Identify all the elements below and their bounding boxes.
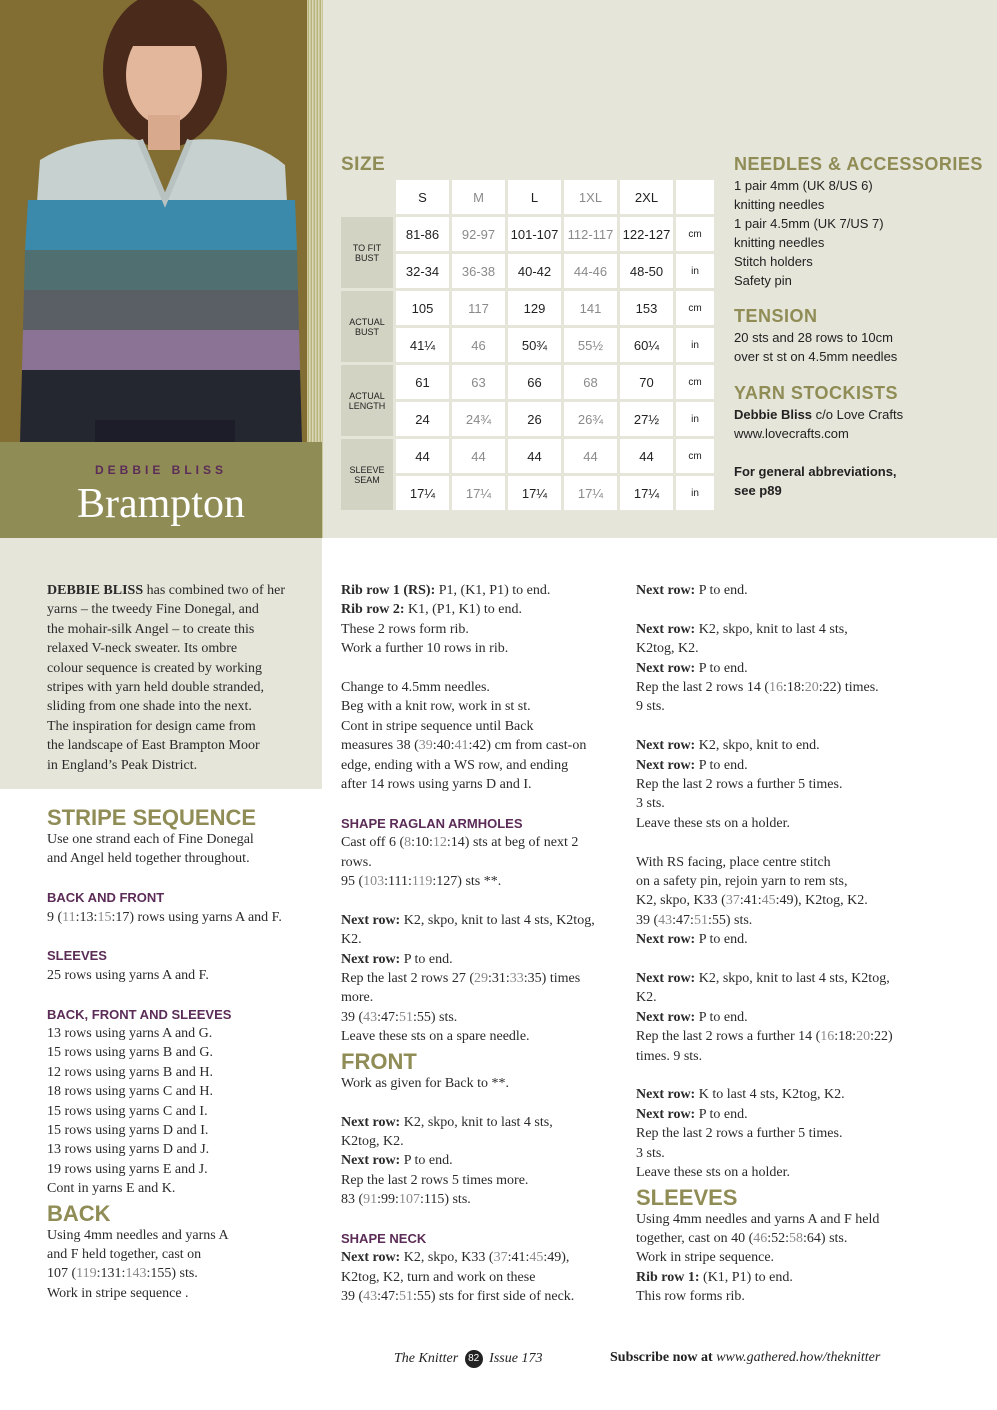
column-3 bbox=[636, 581, 936, 1307]
table-cell: 122-127 bbox=[620, 217, 673, 251]
text-line: 3 sts. bbox=[636, 1145, 665, 1161]
text-line: Next row: P to end. bbox=[341, 1153, 453, 1169]
tension-line: over st st on 4.5mm needles bbox=[734, 349, 898, 364]
text-line: Leave these sts on a holder. bbox=[636, 1165, 790, 1181]
issue-number: Issue 173 bbox=[489, 1351, 543, 1367]
size-heading: SIZE bbox=[341, 154, 386, 175]
table-cell: 32-34 bbox=[396, 254, 449, 288]
table-cell: 44-46 bbox=[564, 254, 617, 288]
table-cell: 153 bbox=[620, 291, 673, 325]
intro-line: yarns – the tweedy Fine Donegal, and bbox=[47, 602, 259, 618]
text-line: Rep the last 2 rows 14 (16:18:20:22) times. bbox=[636, 680, 879, 696]
needles-line: 1 pair 4.5mm (UK 7/US 7) bbox=[734, 216, 884, 231]
unit-in: in bbox=[676, 254, 714, 288]
table-cell: 101-107 bbox=[508, 217, 561, 251]
table-cell: 17¼ bbox=[564, 476, 617, 510]
sweater-illustration bbox=[0, 0, 307, 442]
row-label: ACTUAL BUST bbox=[341, 291, 393, 362]
text-line: 107 (119:131:143:155) sts. bbox=[47, 1266, 198, 1282]
text-line: times. 9 sts. bbox=[636, 1048, 703, 1064]
intro-line: The inspiration for design came from bbox=[47, 718, 256, 734]
text-line: Next row: P to end. bbox=[636, 660, 748, 676]
table-cell: 117 bbox=[452, 291, 505, 325]
model-photo bbox=[0, 0, 307, 442]
text-line: Next row: K2, skpo, knit to last 4 sts, bbox=[636, 621, 848, 637]
size-header-row bbox=[341, 180, 714, 214]
table-cell: 129 bbox=[508, 291, 561, 325]
unit-cm: cm bbox=[676, 365, 714, 399]
text-line: Work in stripe sequence . bbox=[47, 1285, 189, 1301]
text-line: Next row: K2, skpo, knit to last 4 sts, K2tog, bbox=[341, 912, 595, 928]
table-cell: 44 bbox=[620, 439, 673, 473]
text-line: K2, skpo, K33 (37:41:45:49), K2tog, K2. bbox=[636, 893, 868, 909]
table-cell: 81-86 bbox=[396, 217, 449, 251]
text-line: 9 sts. bbox=[636, 699, 665, 715]
table-cell: 44 bbox=[508, 439, 561, 473]
text-line: Cont in yarns E and K. bbox=[47, 1181, 176, 1197]
text-line: 13 rows using yarns A and G. bbox=[47, 1026, 213, 1042]
table-cell: 44 bbox=[396, 439, 449, 473]
text-line: 95 (103:111:119:127) sts **. bbox=[341, 874, 502, 890]
text-line: These 2 rows form rib. bbox=[341, 621, 469, 637]
magazine-name: The Knitter bbox=[394, 1351, 459, 1367]
raglan-subhead: SHAPE RAGLAN ARMHOLES bbox=[341, 815, 523, 831]
table-cell: 26 bbox=[508, 402, 561, 436]
back-front-subhead: BACK AND FRONT bbox=[47, 890, 165, 906]
abbreviations-note: For general abbreviations, bbox=[734, 464, 897, 479]
table-cell: 41¼ bbox=[396, 328, 449, 362]
tension-line: 20 sts and 28 rows to 10cm bbox=[734, 330, 893, 345]
footer-subscribe bbox=[610, 1350, 880, 1366]
table-cell: 26¾ bbox=[564, 402, 617, 436]
text-line: Leave these sts on a holder. bbox=[636, 815, 790, 831]
table-cell: 66 bbox=[508, 365, 561, 399]
subscribe-label: Subscribe now at bbox=[610, 1350, 713, 1365]
text-line: Next row: K2, skpo, K33 (37:41:45:49), bbox=[341, 1250, 570, 1266]
table-cell: 50¾ bbox=[508, 328, 561, 362]
table-cell: 17¼ bbox=[396, 476, 449, 510]
text-line: Next row: K2, skpo, knit to last 4 sts, K2tog, bbox=[636, 971, 890, 987]
stockists-brand bbox=[734, 405, 984, 424]
text-line: 39 (43:47:51:55) sts for first side of neck. bbox=[341, 1289, 575, 1305]
text-line: Rep the last 2 rows 27 (29:31:33:35) times bbox=[341, 971, 581, 987]
intro-line: relaxed V-neck sweater. Its ombre bbox=[47, 641, 238, 657]
intro-line: in England’s Peak District. bbox=[47, 757, 198, 773]
intro-line: has combined two of her bbox=[143, 583, 286, 598]
text-line: 83 (91:99:107:115) sts. bbox=[341, 1192, 471, 1208]
page-title: Brampton bbox=[77, 481, 245, 527]
materials-column bbox=[734, 155, 984, 500]
text-line: Work in stripe sequence. bbox=[636, 1250, 775, 1266]
stockists-heading: YARN STOCKISTS bbox=[734, 383, 899, 403]
needles-heading: NEEDLES & ACCESSORIES bbox=[734, 154, 983, 174]
text-line: measures 38 (39:40:41:42) cm from cast-on bbox=[341, 738, 587, 754]
needles-line: 1 pair 4mm (UK 8/US 6) bbox=[734, 178, 873, 193]
text-line: Rib row 1 (RS): P1, (K1, P1) to end. bbox=[341, 583, 551, 598]
table-corner bbox=[341, 180, 393, 214]
title-band bbox=[0, 442, 322, 538]
text-line: on a safety pin, rejoin yarn to rem sts, bbox=[636, 874, 848, 890]
text-line: Next row: P to end. bbox=[636, 757, 748, 773]
page-number: 82 bbox=[465, 1350, 483, 1368]
text-line: This row forms rib. bbox=[636, 1289, 745, 1305]
text-line: and Angel held together throughout. bbox=[47, 851, 250, 867]
table-cell: 24¾ bbox=[452, 402, 505, 436]
text-line: K2. bbox=[341, 932, 362, 948]
text-line: Using 4mm needles and yarns A bbox=[47, 1227, 229, 1243]
text-line: 13 rows using yarns D and J. bbox=[47, 1142, 210, 1158]
unit-blank bbox=[676, 180, 714, 214]
table-cell: 70 bbox=[620, 365, 673, 399]
text-line: 3 sts. bbox=[636, 796, 665, 812]
stripe-heading: STRIPE SEQUENCE bbox=[47, 805, 257, 830]
text-line: Next row: K to last 4 sts, K2tog, K2. bbox=[636, 1087, 845, 1103]
intro-line: sliding from one shade into the next. bbox=[47, 699, 252, 715]
text-line: Cast off 6 (8:10:12:14) sts at beg of next 2 bbox=[341, 835, 579, 851]
intro-text bbox=[47, 581, 309, 775]
text-line: together, cast on 40 (46:52:58:64) sts. bbox=[636, 1230, 848, 1246]
table-cell: 63 bbox=[452, 365, 505, 399]
table-cell: 141 bbox=[564, 291, 617, 325]
text-line: Next row: K2, skpo, knit to last 4 sts, bbox=[341, 1114, 553, 1130]
table-cell: 55½ bbox=[564, 328, 617, 362]
text-line: Leave these sts on a spare needle. bbox=[341, 1029, 530, 1045]
sleeves-heading: SLEEVES bbox=[636, 1184, 738, 1210]
size-2xl: 2XL bbox=[620, 180, 673, 214]
text-line: Beg with a knit row, work in st st. bbox=[341, 699, 531, 715]
text-line: and F held together, cast on bbox=[47, 1247, 202, 1263]
size-table bbox=[338, 177, 717, 513]
text-line: 15 rows using yarns B and G. bbox=[47, 1045, 214, 1061]
text-line: Change to 4.5mm needles. bbox=[341, 680, 490, 696]
table-cell: 48-50 bbox=[620, 254, 673, 288]
intro-line: stripes with yarn held double stranded, bbox=[47, 680, 264, 696]
text-line: Cont in stripe sequence until Back bbox=[341, 718, 534, 734]
table-cell: 61 bbox=[396, 365, 449, 399]
table-row bbox=[341, 328, 714, 362]
text-line: Using 4mm needles and yarns A and F held bbox=[636, 1211, 880, 1227]
table-cell: 44 bbox=[452, 439, 505, 473]
intro-line: the landscape of East Brampton Moor bbox=[47, 738, 260, 754]
designer-name: DEBBIE BLISS bbox=[94, 463, 227, 477]
unit-cm: cm bbox=[676, 439, 714, 473]
unit-cm: cm bbox=[676, 291, 714, 325]
bfs-subhead: BACK, FRONT AND SLEEVES bbox=[47, 1006, 232, 1022]
intro-lead: DEBBIE BLISS bbox=[47, 583, 144, 598]
text-line: Rep the last 2 rows 5 times more. bbox=[341, 1172, 529, 1188]
text-line: 25 rows using yarns A and F. bbox=[47, 967, 209, 983]
text-line: after 14 rows using yarns D and I. bbox=[341, 777, 532, 793]
table-cell: 24 bbox=[396, 402, 449, 436]
text-line: Rib row 1: (K1, P1) to end. bbox=[636, 1269, 793, 1285]
intro-line: the mohair-silk Angel – to create this bbox=[47, 621, 255, 637]
subscribe-link[interactable]: www.gathered.how/theknitter bbox=[716, 1350, 881, 1365]
text-line: Next row: P to end. bbox=[341, 951, 453, 967]
table-cell: 17¼ bbox=[452, 476, 505, 510]
text-line: 15 rows using yarns D and I. bbox=[47, 1123, 209, 1139]
text-line: 15 rows using yarns C and I. bbox=[47, 1103, 208, 1119]
back-heading: BACK bbox=[47, 1200, 111, 1226]
front-heading: FRONT bbox=[341, 1048, 417, 1074]
text-line: Next row: P to end. bbox=[636, 932, 748, 948]
text-line: Use one strand each of Fine Donegal bbox=[47, 832, 254, 847]
needles-line: Stitch holders bbox=[734, 254, 813, 269]
needles-line: knitting needles bbox=[734, 197, 825, 212]
text-line: Work a further 10 rows in rib. bbox=[341, 641, 509, 657]
text-line: rows. bbox=[341, 854, 372, 870]
text-line: K2. bbox=[636, 990, 657, 1006]
unit-in: in bbox=[676, 476, 714, 510]
table-row bbox=[341, 254, 714, 288]
table-row bbox=[341, 291, 714, 325]
table-cell: 68 bbox=[564, 365, 617, 399]
text-line: Rep the last 2 rows a further 5 times. bbox=[636, 1126, 843, 1142]
text-line: 39 (43:47:51:55) sts. bbox=[341, 1009, 458, 1025]
needles-line: Safety pin bbox=[734, 273, 792, 288]
table-cell: 40-42 bbox=[508, 254, 561, 288]
size-1xl: 1XL bbox=[564, 180, 617, 214]
row-label: TO FIT BUST bbox=[341, 217, 393, 288]
table-row bbox=[341, 217, 714, 251]
column-2 bbox=[341, 581, 626, 1307]
text-line: K2tog, K2. bbox=[341, 1133, 404, 1149]
needles-line: knitting needles bbox=[734, 235, 825, 250]
table-cell: 17¼ bbox=[508, 476, 561, 510]
unit-in: in bbox=[676, 402, 714, 436]
size-s: S bbox=[396, 180, 449, 214]
table-cell: 17¼ bbox=[620, 476, 673, 510]
table-cell: 92-97 bbox=[452, 217, 505, 251]
footer-magazine bbox=[394, 1350, 542, 1368]
text-line: 12 rows using yarns B and H. bbox=[47, 1064, 214, 1080]
size-m: M bbox=[452, 180, 505, 214]
text-line: 39 (43:47:51:55) sts. bbox=[636, 912, 753, 928]
text-line: Next row: P to end. bbox=[636, 1009, 748, 1025]
text-line: Next row: K2, skpo, knit to end. bbox=[636, 738, 820, 754]
text-line: 19 rows using yarns E and J. bbox=[47, 1161, 208, 1177]
text-line: edge, ending with a WS row, and ending bbox=[341, 757, 569, 773]
text-line: 9 (11:13:15:17) rows using yarns A and F. bbox=[47, 909, 282, 925]
table-row bbox=[341, 476, 714, 510]
text-line: 18 rows using yarns C and H. bbox=[47, 1084, 214, 1100]
neck-subhead: SHAPE NECK bbox=[341, 1230, 427, 1246]
table-cell: 105 bbox=[396, 291, 449, 325]
text-line: Next row: P to end. bbox=[636, 583, 748, 598]
text-line: With RS facing, place centre stitch bbox=[636, 854, 831, 870]
column-1 bbox=[47, 806, 317, 1303]
size-l: L bbox=[508, 180, 561, 214]
table-cell: 46 bbox=[452, 328, 505, 362]
text-line: K2tog, K2, turn and work on these bbox=[341, 1269, 536, 1285]
unit-cm: cm bbox=[676, 217, 714, 251]
abbreviations-page: see p89 bbox=[734, 483, 782, 498]
text-line: more. bbox=[341, 990, 374, 1006]
table-row bbox=[341, 402, 714, 436]
text-line: Rep the last 2 rows a further 14 (16:18:20:22) bbox=[636, 1029, 893, 1045]
row-label: SLEEVE SEAM bbox=[341, 439, 393, 510]
table-cell: 60¼ bbox=[620, 328, 673, 362]
brand-rest: c/o Love Crafts bbox=[812, 407, 904, 422]
table-cell: 36-38 bbox=[452, 254, 505, 288]
table-cell: 112-117 bbox=[564, 217, 617, 251]
table-row bbox=[341, 439, 714, 473]
table-cell: 44 bbox=[564, 439, 617, 473]
text-line: K2tog, K2. bbox=[636, 641, 699, 657]
unit-in: in bbox=[676, 328, 714, 362]
text-line: Rib row 2: K1, (P1, K1) to end. bbox=[341, 602, 522, 618]
text-line: Work as given for Back to **. bbox=[341, 1075, 509, 1091]
row-label: ACTUAL LENGTH bbox=[341, 365, 393, 436]
tension-heading: TENSION bbox=[734, 306, 818, 326]
intro-line: colour sequence is created by working bbox=[47, 660, 262, 676]
text-line: Next row: P to end. bbox=[636, 1106, 748, 1122]
sleeves-subhead: SLEEVES bbox=[47, 948, 107, 964]
brand-name: Debbie Bliss bbox=[734, 407, 813, 422]
stockists-url[interactable]: www.lovecrafts.com bbox=[734, 426, 849, 441]
table-row bbox=[341, 365, 714, 399]
text-line: Rep the last 2 rows a further 5 times. bbox=[636, 777, 843, 793]
table-cell: 27½ bbox=[620, 402, 673, 436]
